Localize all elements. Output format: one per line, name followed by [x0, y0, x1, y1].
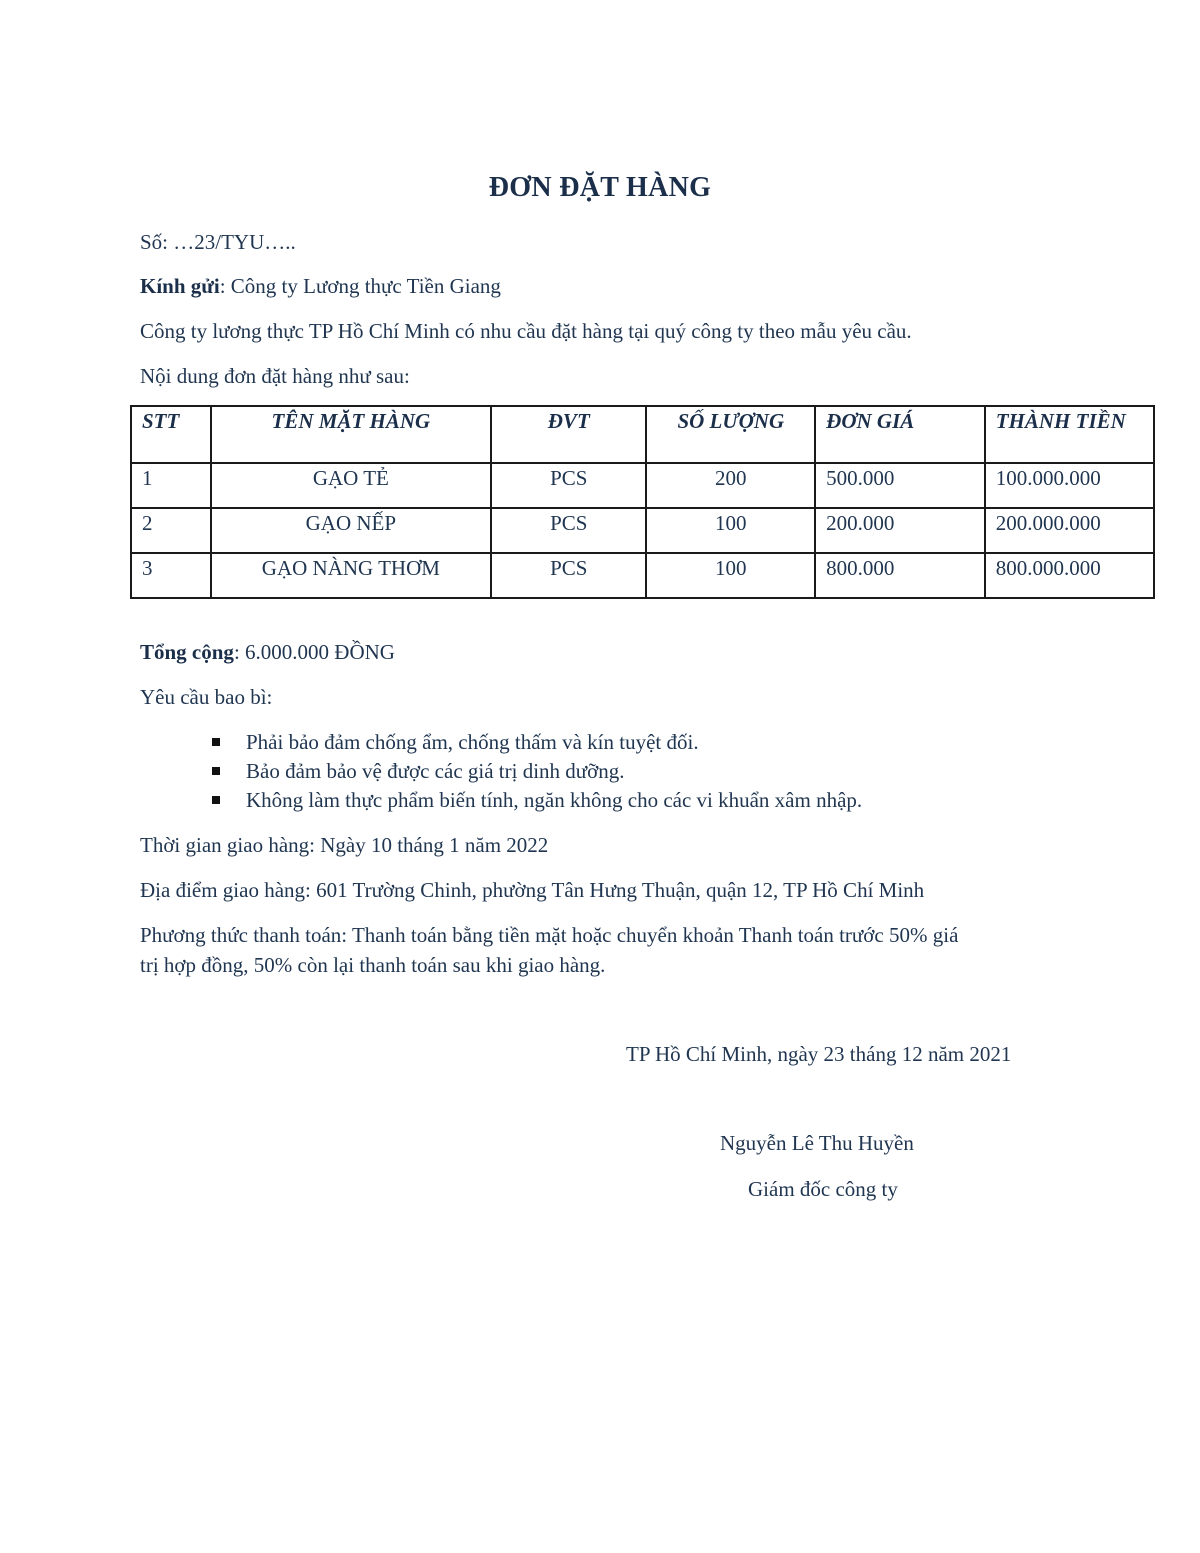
cell-total: 200.000.000 [985, 508, 1154, 553]
total-line [140, 638, 395, 666]
cell-total: 800.000.000 [985, 553, 1154, 598]
cell-name: GẠO TẺ [211, 463, 491, 508]
cell-price: 800.000 [815, 553, 985, 598]
list-item [210, 786, 862, 815]
packaging-list [210, 728, 862, 815]
table-row [131, 508, 1154, 553]
cell-qty: 200 [646, 463, 815, 508]
cell-qty: 100 [646, 553, 815, 598]
bullet-square-icon [212, 767, 220, 775]
list-item-text: Không làm thực phẩm biến tính, ngăn không cho các vi khuẩn xâm nhập. [246, 788, 863, 812]
cell-qty: 100 [646, 508, 815, 553]
cell-price: 200.000 [815, 508, 985, 553]
list-item [210, 757, 862, 786]
signer-role: Giám đốc công ty [748, 1177, 898, 1201]
recipient-line [140, 272, 501, 300]
list-item [210, 728, 862, 757]
intro-text: Công ty lương thực TP Hồ Chí Minh có nhu cầu đặt hàng tại quý công ty theo mẫu yêu cầu. [140, 319, 912, 343]
bullet-square-icon [212, 738, 220, 746]
payment-line-1: Phương thức thanh toán: Thanh toán bằng tiền mặt hoặc chuyển khoản Thanh toán trước 50% giá [140, 923, 959, 947]
table-row [131, 553, 1154, 598]
delivery-place: Địa điểm giao hàng: 601 Trường Chinh, phường Tân Hưng Thuận, quận 12, TP Hồ Chí Minh [140, 878, 925, 902]
total-value: : 6.000.000 ĐỒNG [233, 640, 395, 664]
order-number: Số: …23/TYU….. [140, 230, 296, 254]
cell-total: 100.000.000 [985, 463, 1154, 508]
total-label: Tổng cộng [140, 640, 234, 664]
cell-unit: PCS [491, 463, 646, 508]
cell-name: GẠO NÀNG THƠM [211, 553, 491, 598]
table-row [131, 463, 1154, 508]
table-header-row [131, 406, 1154, 463]
cell-unit: PCS [491, 508, 646, 553]
recipient-label: Kính gửi [140, 274, 220, 298]
payment-line-2: trị hợp đồng, 50% còn lại thanh toán sau khi giao hàng. [140, 953, 606, 977]
header-qty: SỐ LƯỢNG [646, 406, 815, 463]
delivery-time: Thời gian giao hàng: Ngày 10 tháng 1 năm 2022 [140, 833, 549, 857]
content-intro: Nội dung đơn đặt hàng như sau: [140, 364, 410, 388]
header-stt: STT [131, 406, 211, 463]
cell-stt: 3 [131, 553, 211, 598]
cell-price: 500.000 [815, 463, 985, 508]
cell-name: GẠO NẾP [211, 508, 491, 553]
header-total: THÀNH TIỀN [985, 406, 1154, 463]
cell-stt: 1 [131, 463, 211, 508]
cell-stt: 2 [131, 508, 211, 553]
header-price: ĐƠN GIÁ [815, 406, 985, 463]
cell-unit: PCS [491, 553, 646, 598]
header-unit: ĐVT [491, 406, 646, 463]
document-title: ĐƠN ĐẶT HÀNG [488, 172, 712, 203]
bullet-square-icon [212, 796, 220, 804]
recipient-value: : Công ty Lương thực Tiền Giang [219, 274, 501, 298]
packaging-label: Yêu cầu bao bì: [140, 685, 273, 709]
list-item-text: Phải bảo đảm chống ẩm, chống thấm và kín tuyệt đối. [246, 730, 699, 754]
list-item-text: Bảo đảm bảo vệ được các giá trị dinh dưỡng. [246, 759, 625, 783]
signer-name: Nguyễn Lê Thu Huyền [720, 1131, 914, 1155]
header-name: TÊN MẶT HÀNG [211, 406, 491, 463]
place-date: TP Hồ Chí Minh, ngày 23 tháng 12 năm 2021 [626, 1042, 1012, 1066]
order-table [130, 405, 1155, 599]
